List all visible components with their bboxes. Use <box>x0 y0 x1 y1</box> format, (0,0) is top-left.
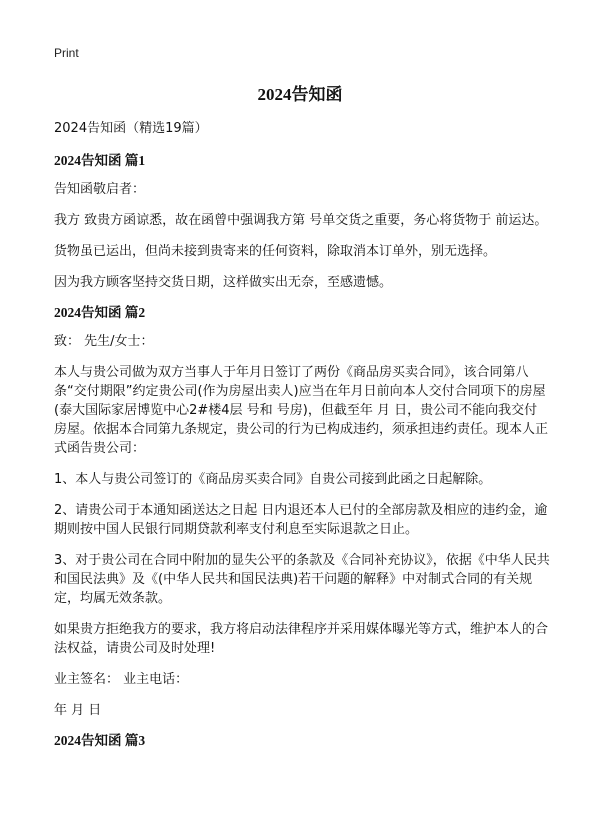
paragraph: 3、对于贵公司在合同中附加的显失公平的条款及《合同补充协议》，依据《中华人民共和国民法典》及《(中华人民共和国民法典)若干问题的解释》中对制式合同的有关规定，均属无效条款。 <box>54 553 550 606</box>
date-line: 年 月 日 <box>54 703 102 718</box>
paragraph: 告知函敬启者： <box>54 182 146 197</box>
paragraph: 1、本人与贵公司签订的《商品房买卖合同》自贵公司接到此函之日起解除。 <box>54 472 492 487</box>
paragraph: 2、请贵公司于本通知函送达之日起 日内退还本人已付的全部房款及相应的违约金，逾期则按中国人民银行同期贷款利率支付利息至实际退款之日止。 <box>54 503 548 537</box>
paragraph: 货物虽已运出，但尚未接到贵寄来的任何资料，除取消本订单外，别无选择。 <box>54 244 497 259</box>
section-3 <box>54 732 550 750</box>
section-heading: 2024告知函 篇1 <box>54 153 146 168</box>
paragraph: 本人与贵公司做为双方当事人于年月日签订了两份《商品房买卖合同》，该合同第八条“交付期限”约定贵公司(作为房屋出卖人)应当在年月日前向本人交付合同项下的房屋(泰大国际家居博览中心2#楼4层 号和 号房)，但截至年 月 日，贵公司不能向我交付房屋。依据本合同第九条规定，贵公司的行为已构成违约，须承担违约责任。现本人正式函告贵公司： <box>54 365 549 456</box>
document-title: 2024告知函 <box>257 85 343 104</box>
document-subtitle: 2024告知函（精选19篇） <box>54 121 208 136</box>
print-link[interactable]: Print <box>54 46 79 60</box>
section-1 <box>54 152 550 292</box>
section-heading: 2024告知函 篇3 <box>54 733 146 748</box>
section-2 <box>54 304 550 720</box>
signature-line: 业主签名： 业主电话： <box>54 672 189 687</box>
paragraph: 致： 先生/女士： <box>54 334 154 349</box>
paragraph: 如果贵方拒绝我方的要求，我方将启动法律程序并采用媒体曝光等方式，维护本人的合法权益，请贵公司及时处理! <box>54 622 549 656</box>
section-heading: 2024告知函 篇2 <box>54 305 146 320</box>
paragraph: 因为我方顾客坚持交货日期，这样做实出无奈，至感遗憾。 <box>54 275 393 290</box>
document-body <box>54 120 550 760</box>
paragraph: 我方 致贵方函谅悉，故在函曾中强调我方第 号单交货之重要，务心将货物于 前运达。 <box>54 213 548 228</box>
